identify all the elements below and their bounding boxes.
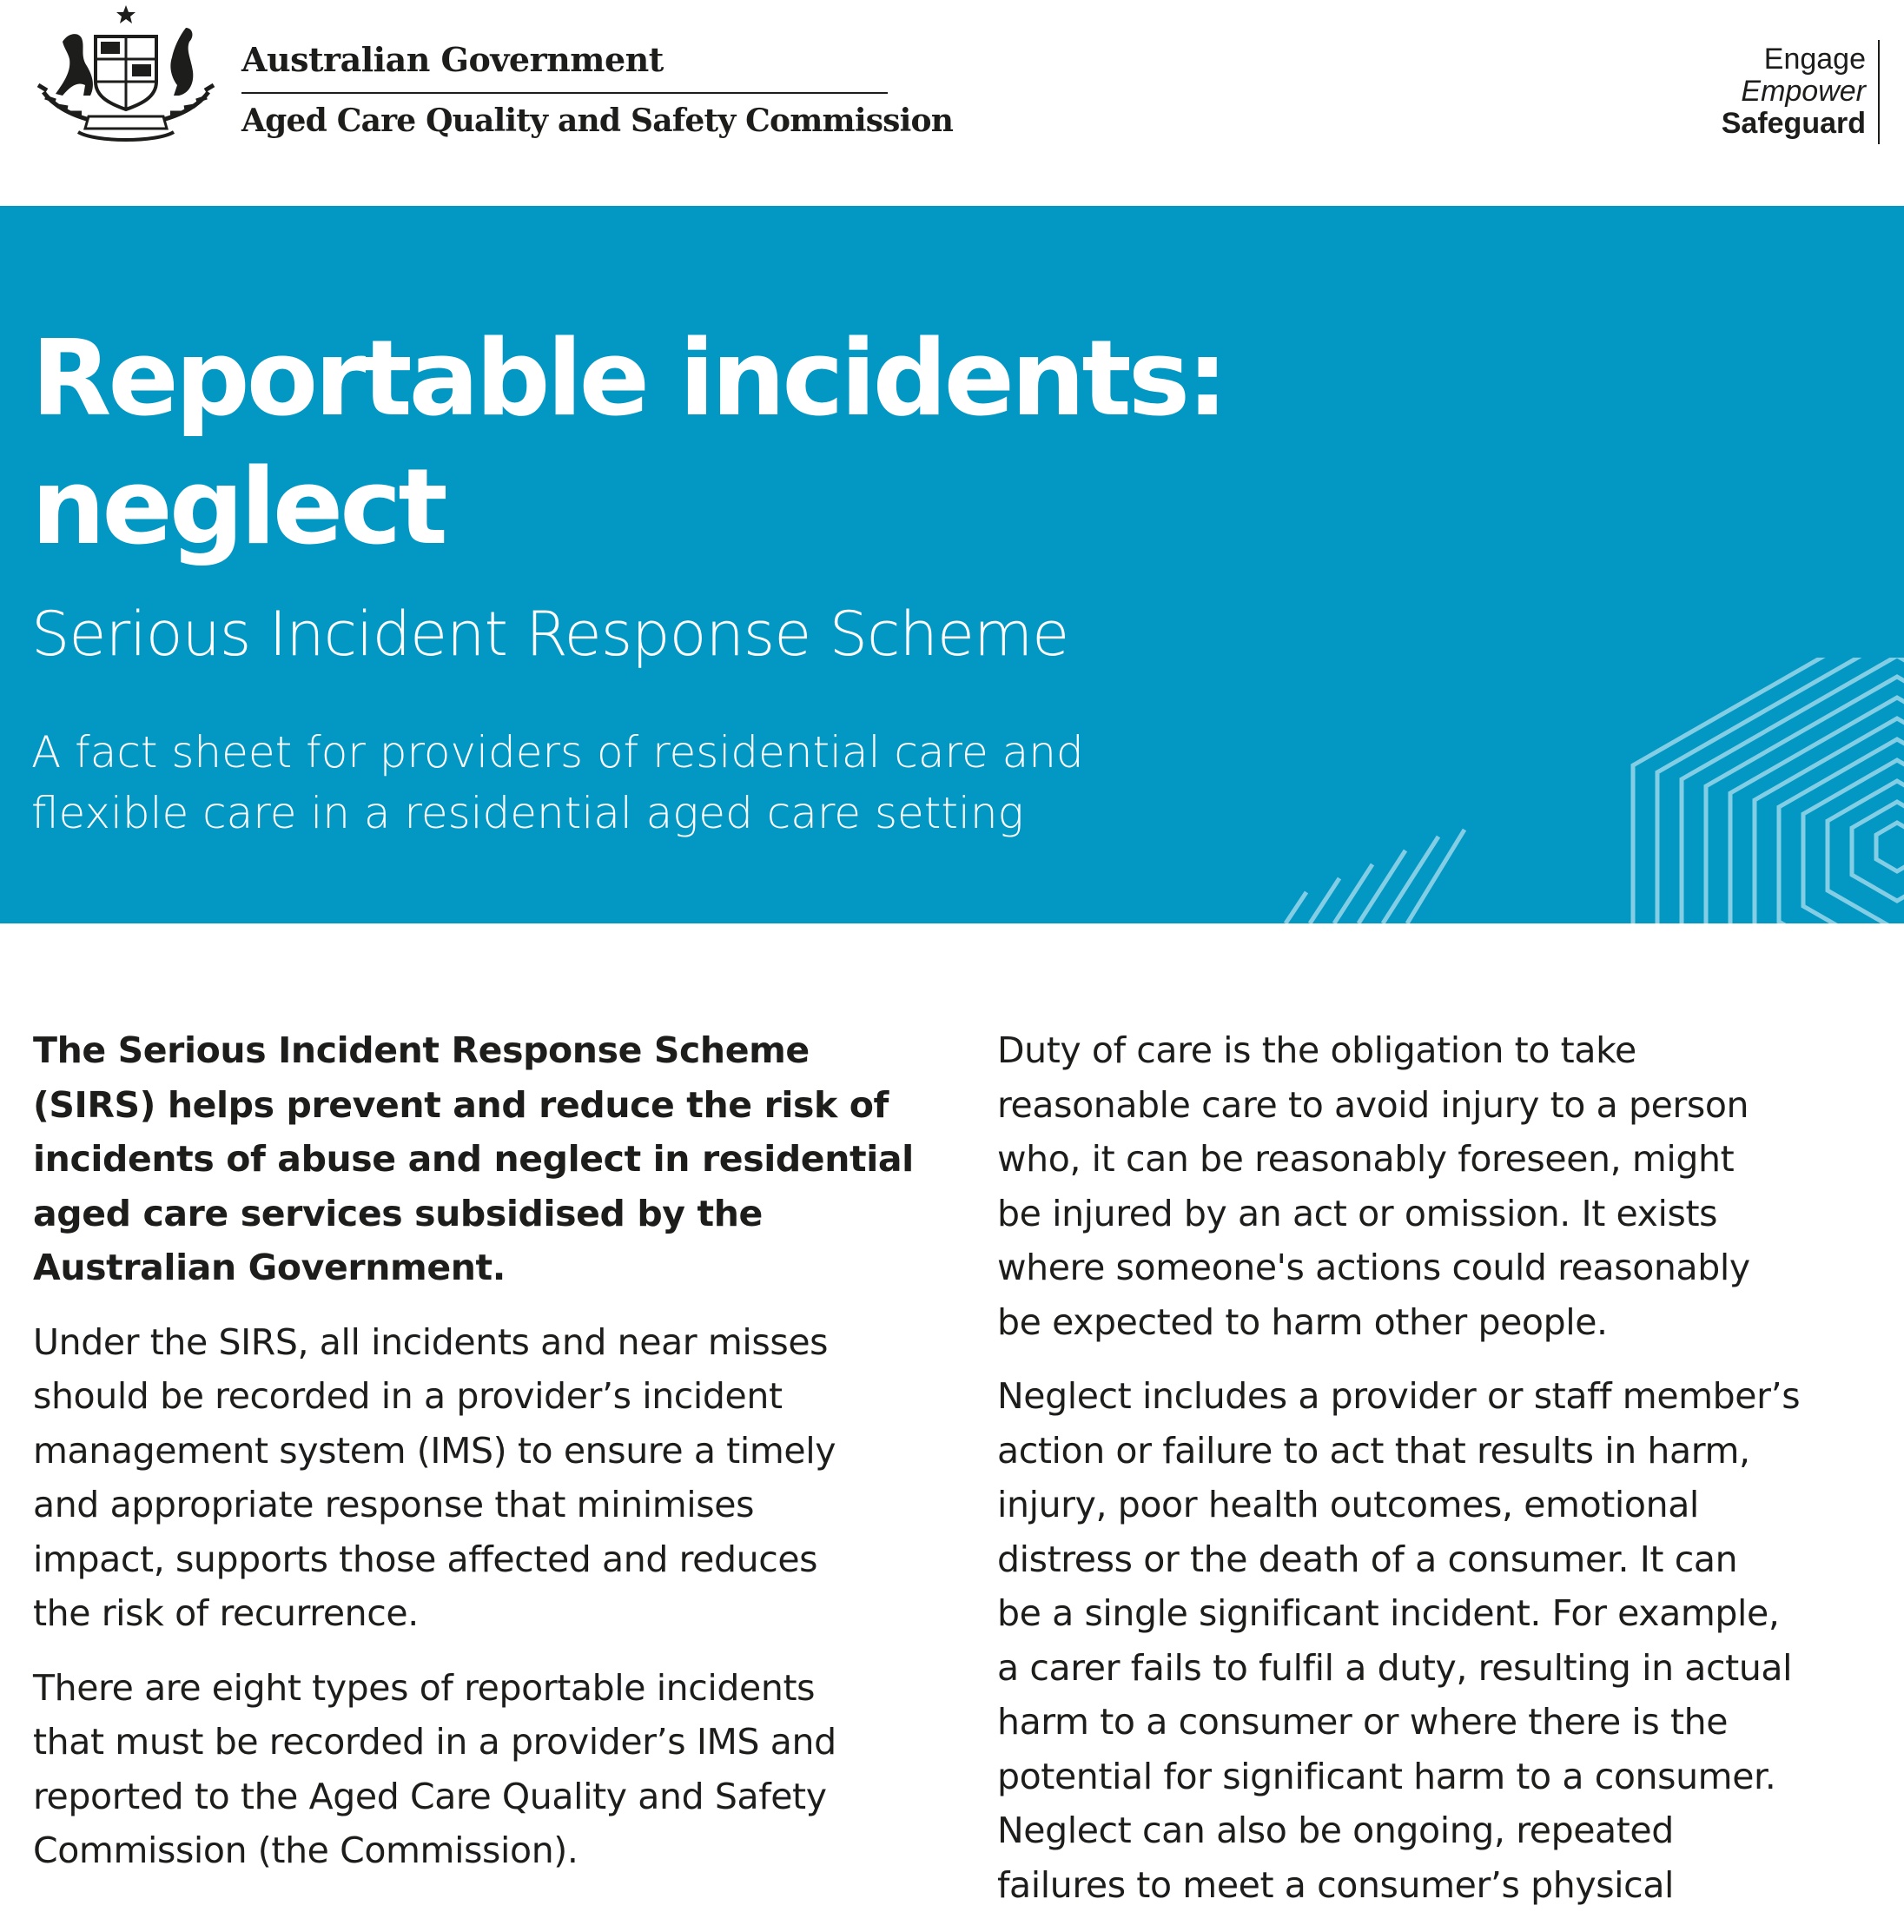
text-line: who, it can be reasonably foreseen, might <box>997 1138 1735 1180</box>
audience-line: flexible care in a residential aged care setting <box>31 788 1024 838</box>
coat-of-arms-icon <box>26 2 226 148</box>
text-line: failures to meet a consumer’s physical <box>997 1863 1675 1906</box>
text-line: distress or the death of a consumer. It can <box>997 1538 1738 1580</box>
body-paragraph <box>997 1023 1892 1349</box>
title-line: neglect <box>31 447 445 568</box>
text-line: potential for significant harm to a consumer. <box>997 1755 1776 1797</box>
text-line: injury, poor health outcomes, emotional <box>997 1484 1699 1525</box>
left-column <box>33 1023 936 1898</box>
text-line: Under the SIRS, all incidents and near misses <box>33 1320 829 1363</box>
text-line: Australian Government. <box>33 1247 506 1288</box>
text-line: reported to the Aged Care Quality and Safety <box>33 1775 827 1817</box>
audience-line: A fact sheet for providers of residential care and <box>31 727 1084 777</box>
text-line: aged care services subsidised by the <box>33 1192 763 1234</box>
title-line: Reportable incidents: <box>31 319 1226 440</box>
body-paragraph <box>33 1661 936 1878</box>
text-line: reasonable care to avoid injury to a person <box>997 1083 1749 1126</box>
text-line: (SIRS) helps prevent and reduce the risk of <box>33 1083 889 1126</box>
text-line: Duty of care is the obligation to take <box>997 1029 1636 1071</box>
text-line: impact, supports those affected and reduces <box>33 1538 818 1580</box>
text-line: Neglect can also be ongoing, repeated <box>997 1810 1674 1851</box>
government-name: Australian Government <box>241 40 664 79</box>
audience-description <box>31 722 1084 844</box>
tagline-empower: Empower <box>1741 75 1866 108</box>
lead-paragraph <box>33 1023 936 1295</box>
page-header <box>0 0 1904 206</box>
text-line: a carer fails to fulfil a duty, resulting in actual <box>997 1646 1793 1689</box>
text-line: be expected to harm other people. <box>997 1300 1608 1343</box>
text-line: Neglect includes a provider or staff member’s <box>997 1375 1801 1417</box>
text-line: should be recorded in a provider’s incident <box>33 1375 783 1417</box>
right-column <box>997 1023 1892 1932</box>
page-title <box>31 315 1225 572</box>
header-divider <box>241 92 888 94</box>
text-line: incidents of abuse and neglect in residential <box>33 1138 914 1180</box>
text-line: harm to a consumer or where there is the <box>997 1701 1729 1743</box>
text-line: The Serious Incident Response Scheme <box>33 1029 810 1071</box>
text-line: Commission (the Commission). <box>33 1829 578 1871</box>
page-subtitle: Serious Incident Response Scheme <box>31 599 1069 670</box>
commission-name: Aged Care Quality and Safety Commission <box>241 103 954 139</box>
text-line: where someone's actions could reasonably <box>997 1247 1750 1288</box>
text-line: and appropriate response that minimises <box>33 1484 755 1525</box>
hexagon-pattern-icon <box>1268 658 1904 923</box>
text-line: action or failure to act that results in harm, <box>997 1429 1750 1472</box>
body-paragraph <box>997 1369 1892 1912</box>
body-paragraph <box>33 1315 936 1641</box>
tagline-divider <box>1878 40 1880 144</box>
text-line: be a single significant incident. For example, <box>997 1592 1780 1634</box>
text-line: be injured by an act or omission. It exists <box>997 1192 1718 1234</box>
tagline-engage: Engage <box>1763 43 1866 76</box>
text-line: that must be recorded in a provider’s IMS and <box>33 1721 836 1763</box>
title-banner <box>0 206 1904 923</box>
text-line: the risk of recurrence. <box>33 1592 419 1634</box>
tagline-safeguard: Safeguard <box>1721 107 1866 140</box>
text-line: management system (IMS) to ensure a timely <box>33 1429 836 1472</box>
text-line: There are eight types of reportable incidents <box>33 1666 816 1709</box>
tagline <box>1722 43 1866 140</box>
